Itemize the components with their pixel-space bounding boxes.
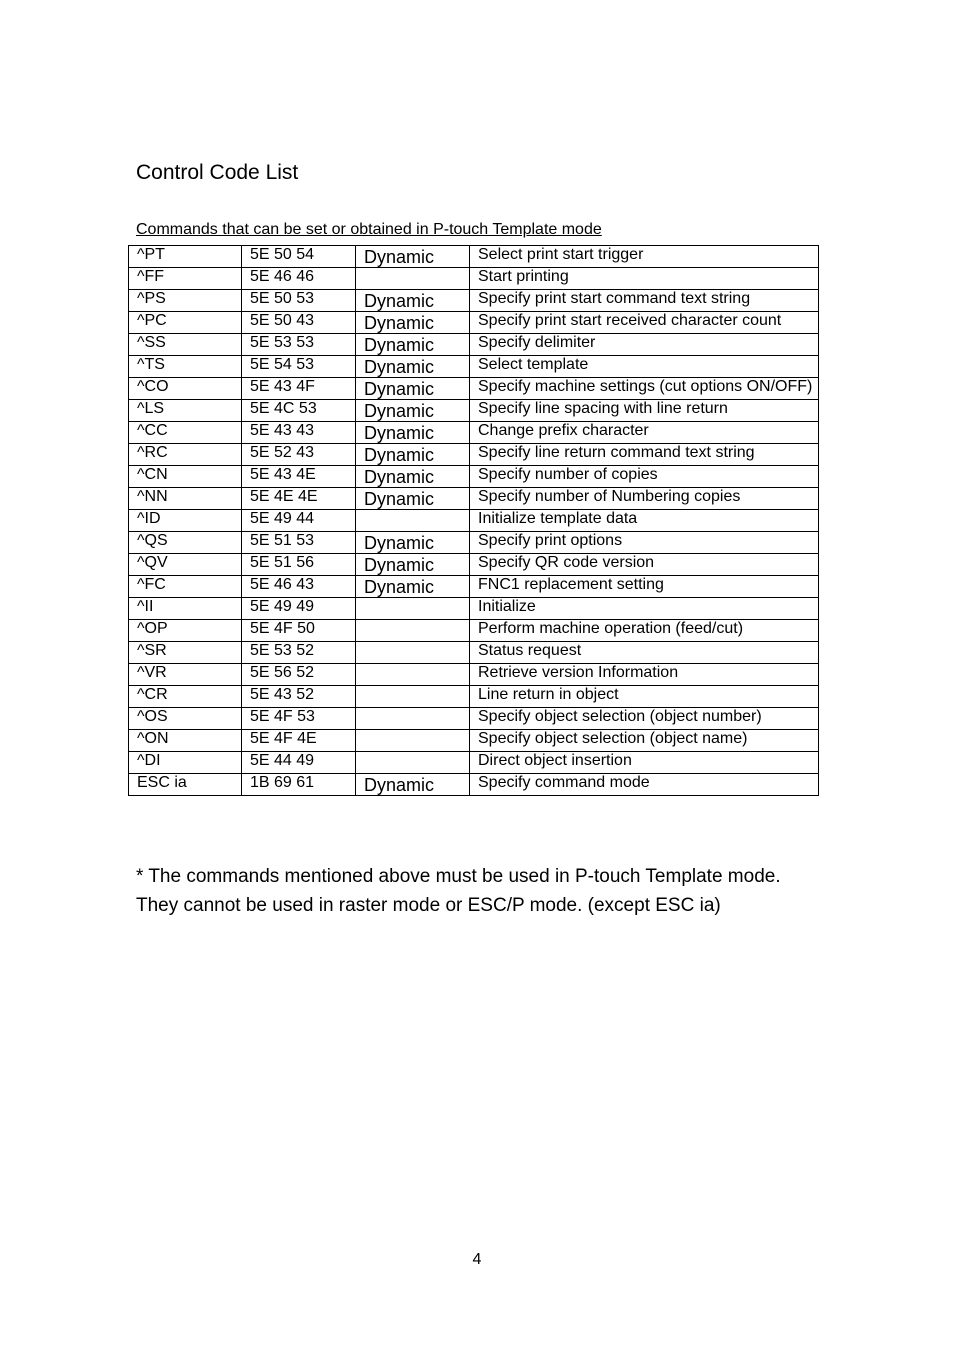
table-row [129, 598, 819, 620]
type-cell [356, 730, 470, 752]
description-cell: Specify object selection (object name) [470, 730, 819, 752]
control-code-table [128, 245, 819, 796]
control-code-table-body [129, 246, 819, 796]
table-row [129, 664, 819, 686]
description-cell: Specify number of copies [470, 466, 819, 488]
description-cell: Specify print start received character count [470, 312, 819, 334]
table-row [129, 774, 819, 796]
description-cell: Status request [470, 642, 819, 664]
hex-code-cell: 5E 46 46 [242, 268, 356, 290]
description-cell: Change prefix character [470, 422, 819, 444]
type-cell: Dynamic [356, 532, 470, 554]
description-cell: Specify line return command text string [470, 444, 819, 466]
type-cell [356, 664, 470, 686]
type-cell: Dynamic [356, 576, 470, 598]
description-cell: FNC1 replacement setting [470, 576, 819, 598]
type-cell [356, 752, 470, 774]
command-cell: ^CO [129, 378, 242, 400]
type-cell [356, 268, 470, 290]
table-row [129, 730, 819, 752]
table-row [129, 532, 819, 554]
command-cell: ^VR [129, 664, 242, 686]
table-row [129, 488, 819, 510]
description-cell: Specify command mode [470, 774, 819, 796]
type-cell: Dynamic [356, 444, 470, 466]
hex-code-cell: 5E 43 4F [242, 378, 356, 400]
table-row [129, 400, 819, 422]
description-cell: Start printing [470, 268, 819, 290]
hex-code-cell: 5E 49 49 [242, 598, 356, 620]
description-cell: Specify number of Numbering copies [470, 488, 819, 510]
table-row [129, 356, 819, 378]
hex-code-cell: 5E 4E 4E [242, 488, 356, 510]
command-cell: ^FF [129, 268, 242, 290]
table-row [129, 466, 819, 488]
type-cell: Dynamic [356, 312, 470, 334]
hex-code-cell: 5E 52 43 [242, 444, 356, 466]
type-cell [356, 620, 470, 642]
type-cell: Dynamic [356, 400, 470, 422]
description-cell: Select template [470, 356, 819, 378]
command-cell: ^CC [129, 422, 242, 444]
hex-code-cell: 5E 43 43 [242, 422, 356, 444]
command-cell: ^QV [129, 554, 242, 576]
type-cell [356, 642, 470, 664]
hex-code-cell: 5E 56 52 [242, 664, 356, 686]
hex-code-cell: 5E 4C 53 [242, 400, 356, 422]
hex-code-cell: 5E 50 43 [242, 312, 356, 334]
type-cell: Dynamic [356, 290, 470, 312]
table-row [129, 422, 819, 444]
description-cell: Initialize [470, 598, 819, 620]
hex-code-cell: 5E 50 53 [242, 290, 356, 312]
table-row [129, 268, 819, 290]
command-cell: ESC ia [129, 774, 242, 796]
command-cell: ^QS [129, 532, 242, 554]
type-cell [356, 708, 470, 730]
table-caption: Commands that can be set or obtained in P-touch Template mode [136, 221, 602, 238]
hex-code-cell: 5E 49 44 [242, 510, 356, 532]
description-cell: Select print start trigger [470, 246, 819, 268]
table-row [129, 510, 819, 532]
table-row [129, 334, 819, 356]
command-cell: ^OS [129, 708, 242, 730]
hex-code-cell: 5E 53 53 [242, 334, 356, 356]
command-cell: ^RC [129, 444, 242, 466]
hex-code-cell: 5E 50 54 [242, 246, 356, 268]
command-cell: ^CN [129, 466, 242, 488]
type-cell [356, 598, 470, 620]
type-cell: Dynamic [356, 774, 470, 796]
type-cell: Dynamic [356, 334, 470, 356]
type-cell: Dynamic [356, 356, 470, 378]
command-cell: ^II [129, 598, 242, 620]
type-cell: Dynamic [356, 378, 470, 400]
table-row [129, 312, 819, 334]
hex-code-cell: 1B 69 61 [242, 774, 356, 796]
command-cell: ^FC [129, 576, 242, 598]
table-row [129, 246, 819, 268]
description-cell: Perform machine operation (feed/cut) [470, 620, 819, 642]
table-row [129, 290, 819, 312]
table-row [129, 444, 819, 466]
hex-code-cell: 5E 4F 4E [242, 730, 356, 752]
hex-code-cell: 5E 43 4E [242, 466, 356, 488]
page-number: 4 [472, 1251, 482, 1268]
hex-code-cell: 5E 54 53 [242, 356, 356, 378]
command-cell: ^ON [129, 730, 242, 752]
hex-code-cell: 5E 46 43 [242, 576, 356, 598]
usage-note-line-2: They cannot be used in raster mode or ESC/P mode. (except ESC ia) [136, 895, 721, 916]
command-cell: ^PC [129, 312, 242, 334]
command-cell: ^SR [129, 642, 242, 664]
description-cell: Direct object insertion [470, 752, 819, 774]
description-cell: Specify object selection (object number) [470, 708, 819, 730]
command-cell: ^PT [129, 246, 242, 268]
command-cell: ^DI [129, 752, 242, 774]
table-row [129, 642, 819, 664]
hex-code-cell: 5E 43 52 [242, 686, 356, 708]
description-cell: Specify line spacing with line return [470, 400, 819, 422]
type-cell: Dynamic [356, 488, 470, 510]
table-row [129, 378, 819, 400]
command-cell: ^ID [129, 510, 242, 532]
type-cell: Dynamic [356, 246, 470, 268]
type-cell [356, 510, 470, 532]
hex-code-cell: 5E 4F 50 [242, 620, 356, 642]
command-cell: ^PS [129, 290, 242, 312]
description-cell: Specify QR code version [470, 554, 819, 576]
command-cell: ^SS [129, 334, 242, 356]
table-row [129, 620, 819, 642]
command-cell: ^LS [129, 400, 242, 422]
type-cell: Dynamic [356, 554, 470, 576]
description-cell: Specify delimiter [470, 334, 819, 356]
usage-note-line-1: * The commands mentioned above must be used in P-touch Template mode. [136, 866, 781, 887]
table-row [129, 576, 819, 598]
hex-code-cell: 5E 44 49 [242, 752, 356, 774]
usage-note [136, 862, 781, 920]
description-cell: Retrieve version Information [470, 664, 819, 686]
page-title: Control Code List [136, 161, 299, 184]
table-row [129, 554, 819, 576]
type-cell [356, 686, 470, 708]
type-cell: Dynamic [356, 422, 470, 444]
hex-code-cell: 5E 51 56 [242, 554, 356, 576]
command-cell: ^TS [129, 356, 242, 378]
hex-code-cell: 5E 53 52 [242, 642, 356, 664]
description-cell: Specify machine settings (cut options ON/OFF) [470, 378, 819, 400]
command-cell: ^CR [129, 686, 242, 708]
hex-code-cell: 5E 4F 53 [242, 708, 356, 730]
table-row [129, 752, 819, 774]
description-cell: Specify print start command text string [470, 290, 819, 312]
command-cell: ^NN [129, 488, 242, 510]
type-cell: Dynamic [356, 466, 470, 488]
table-row [129, 708, 819, 730]
description-cell: Initialize template data [470, 510, 819, 532]
hex-code-cell: 5E 51 53 [242, 532, 356, 554]
description-cell: Specify print options [470, 532, 819, 554]
command-cell: ^OP [129, 620, 242, 642]
table-row [129, 686, 819, 708]
description-cell: Line return in object [470, 686, 819, 708]
